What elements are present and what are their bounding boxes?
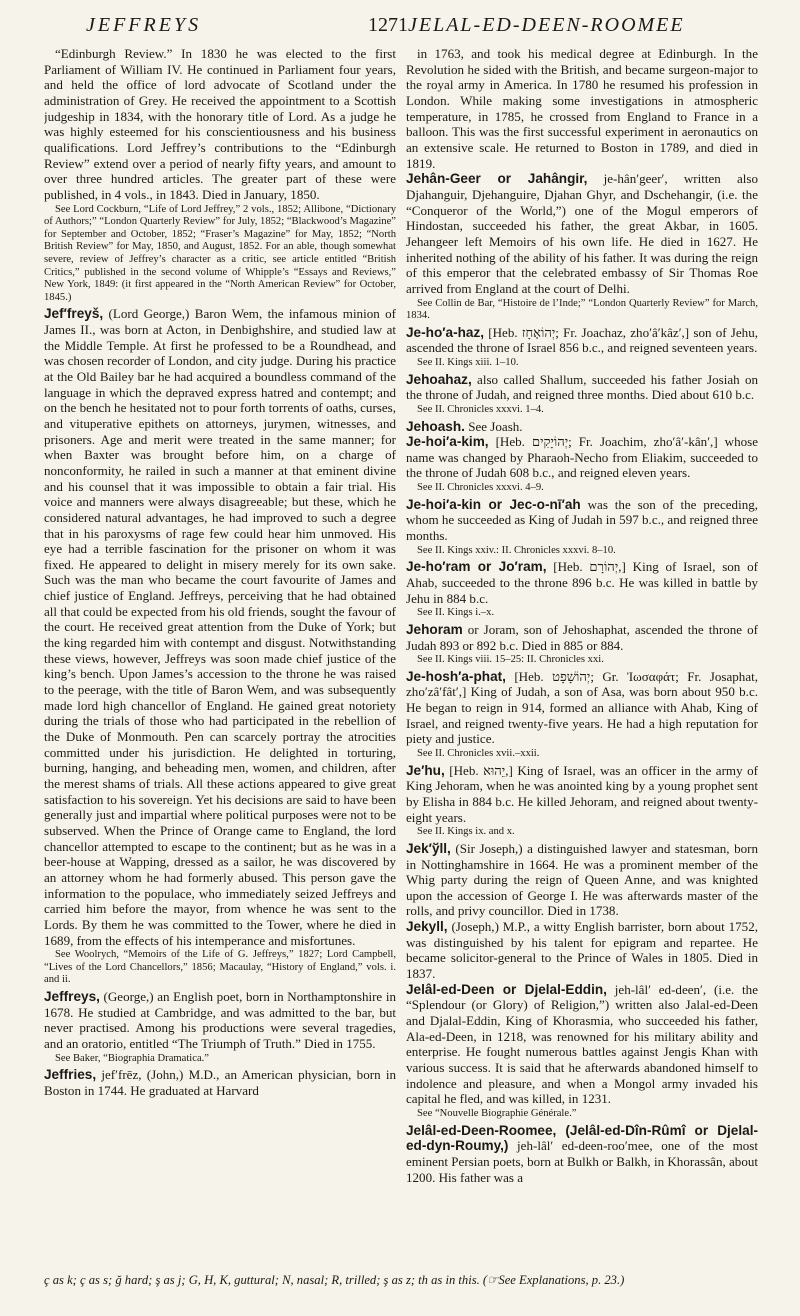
dictionary-entry [406, 497, 758, 544]
reference-note: See Woolrych, “Memoirs of the Life of G. Jeffreys,” 1827; Lord Campbell, “Lives of the Lord Chancellors,” 1856; Macaulay, “History of England,” vols. i. and ii. [44, 949, 396, 986]
running-head-left: JEFFREYS [86, 14, 202, 36]
running-header [38, 10, 770, 38]
entry-headword: Je-hosh′a-phat, [406, 668, 506, 684]
entry-text: jef′frēz, (John,) M.D., an American physician, born in Boston in 1744. He graduated at Harvard [44, 1067, 396, 1098]
dictionary-entry [406, 622, 758, 653]
entry-headword: Je-hoi′a-kim, [406, 434, 489, 450]
paragraph: “Edinburgh Review.” In 1830 he was elected to the first Parliament of William IV. He continued in Parliament four years, and held the office of lord advocate of Scotland under the administration of Grey. He received the appointment to a Scottish judgeship in 1834, with the honorary title of Lord. As a judge he was highly esteemed for his conscientiousness and his business qualifications. Lord Jeffrey’s contributions to the “Edinburgh Review” extend over a period of nearly fifty years, and amount to over three hundred articles. The greater part of these were published, in 4 vols., in 1843. Died in January, 1850. [44, 46, 396, 202]
dictionary-entry [406, 841, 758, 919]
entry-text: See Joash. [464, 418, 523, 434]
reference-note: See Baker, “Biographia Dramatica.” [55, 1052, 209, 1064]
entry-text: je-hân′geer′, written also Djahanguir, Djehanguire, Djahan Ghyr, and Dschehangir, (i.e. the “Conqueror of the World,”) one of the Mogul emperors of Hindostan, succeeded his father, the great Akbar, in 1605. Jehangeer left Memoirs of his own life. He died in 1627. He inherited nothing of the ability of his father. It was during the reign of this emperor that the celebrated embassy of Sir Thomas Roe arrived from England at the court of Delhi. [406, 171, 758, 296]
entry-text: [Heb. יְהוֹשָׁפָט; Gr. Ἰωσαφάτ; Fr. Josaphat, zho′zâ′fât′,] King of Judah, a son of Asa, was born about 950 b.c. He began to reign in 914, formed an alliance with Ahab, King of Israel, and reigned twenty-five years. He had a high reputation for piety and justice. [406, 668, 758, 747]
entry-headword: Je-hoi′a-kin or Jec-o-nī′ah [406, 496, 581, 512]
reference-note: See II. Kings xiii. 1–10. [417, 357, 519, 368]
entry-text: [Heb. יְהוֹרָם,] King of Israel, son of Ahab, succeeded to the throne 896 b.c. He was killed in battle by Jehu in 884 b.c. [406, 559, 758, 606]
dictionary-entry [44, 1067, 396, 1098]
entry-text: (Lord George,) Baron Wem, the infamous minion of James II., was born at Acton, in Denbighshire, and studied law at the Middle Temple. At first he professed to be a Roundhead, and was chosen recorder of London, and city judge. During his practice at the Old Bailey bar he had acquired a boundless command of the language in which the depraved express hatred and contempt; and on the bench he hesitated not to pour forth torrents of oaths, curses, and vituperative epithets on attorneys, jurymen, witnesses, and prisoners. Age and merit were treated in the same manner; for when Baxter was brought before him, on a charge of nonconformity, he railed in such a manner at that eminent divine and his counsel that it was impossible to obtain a fair trial. His voice and manners were always disagreeable; but these, which he considered natural advantages, he had improved to such a degree that in his paroxysms of rage few could hear him unmoved. His eye had a terrible fascination for the prisoner on whom it was fixed. He appeared to delight in misery merely for its own sake. Such was the man who became the court favourite of James and chief justice of England. Jeffreys, perceiving that he had obtained all that could be expected from his old friends, sought the favour of the court. He received great attention from the Duke of York; but the king regarded him with contempt and disgust. Notwithstanding these views, however, Jeffreys was soon made chief justice of the king’s bench. Upon James’s accession to the throne he was raised to the peerage, with the title of Baron Wem, and was subsequently made lord high chancellor of England. He gained great notoriety during the trials of those who had participated in the rebellion of the Duke of Monmouth. Pen can scarcely portray the atrocities committed under his jurisdiction. He delighted in torturing, burning, hanging, and beheading men, women, and children, after the merest shams of trials. All these actions appeared to give great satisfaction to his sovereign. Yet his decisions are said to have been generally just and impartial where political purposes were not to be subserved. When the Prince of Orange came to England, the lord chancellor attempted to escape to the continent; but as he was in a beer-house at Wapping, dressed as a sailor, he was discovered by an attorney whom he had formerly abused. This person gave the information to the populace, who immediately seized Jeffreys and carried him before the mayor, from whence he was sent to the Lords. By them he was committed to the Tower, where he died in 1689, from the effects of his intemperance and misfortunes. [44, 306, 396, 948]
dictionary-entry [44, 306, 396, 948]
reference-note: See II. Chronicles xxxvi. 4–9. [417, 482, 544, 494]
entry-headword: Jehoash. [406, 418, 465, 434]
entry-headword: Jehoahaz, [406, 371, 472, 387]
entry-text: jeh-lâl′ ed-deen′, (i.e. the “Splendour (or Glory) of Religion,”) written also Jalal-ed-Deen and Djalal-Eddin, King of Khorasmia, who succeeded his father, Ala-ed-Deen, in 1218, was renowned for his military ability and enterprise. He fought numerous battles against Jengis Khan with various success. It is said that he afterwards abandoned himself to indolence and pleasure, and when a Mongol army invaded his capital he fled, and was killed, in 1231. [406, 981, 758, 1107]
entry-headword: Jeffreys, [44, 989, 100, 1004]
dictionary-entry [406, 1123, 758, 1186]
dictionary-entry [406, 982, 758, 1107]
entry-text: also called Shallum, succeeded his father Josiah on the throne of Judah, and reigned three months. Died about 610 b.c. [406, 371, 758, 403]
entry-headword: Je′hu, [406, 762, 445, 778]
page-number: 1271 [368, 14, 408, 36]
entry-text: jeh-lâl′ ed-deen-roo′mee, one of the most eminent Persian poets, born at Bulkh or Balkh, in Khorassân, about 1200. His father was a [406, 1138, 758, 1185]
reference-note: See Lord Cockburn, “Life of Lord Jeffrey,” 2 vols., 1852; Allibone, “Dictionary of Authors;” “London Quarterly Review” for July, 1852; “Blackwood’s Magazine” for September and October, 1852; “Fraser’s Magazine” for May, 1852; “North British Review” for May, 1850, and August, 1852. For an able, though somewhat severe, review of Jeffrey’s character as a critic, see article entitled “British Critics,” published in the second volume of Whipple’s “Essays and Reviews,” New York, 1849: (it first appeared in the “North American Review” for October, 1845.) [44, 203, 396, 303]
dictionary-entry [406, 763, 758, 826]
reference-note: See II. Chronicles xvii.–xxii. [417, 748, 540, 760]
entry-text: (George,) an English poet, born in Northamptonshire in 1678. He studied at Cambridge, and was admitted to the bar, but never practised. Among his productions were several tragedies, and an oratorio, entitled “The Triumph of Truth.” Died in 1755. [44, 989, 396, 1051]
reference-note: See II. Kings viii. 15–25: II. Chronicles xxi. [417, 654, 604, 666]
entry-text: [Heb. יֵהוּא,] King of Israel, was an officer in the army of King Jehoram, when he was anointed king by a young prophet sent by Elisha in 884 b.c. He killed Jehoram, and reigned about twenty-eight years. [406, 762, 758, 825]
dictionary-entry [406, 171, 758, 296]
entry-headword: Je-ho′a-haz, [406, 324, 485, 340]
dictionary-entry [44, 989, 396, 1052]
entry-headword: Je-ho′ram or Jo′ram, [406, 559, 547, 575]
entry-headword: Jekyll, [406, 919, 448, 935]
reference-note: See II. Kings ix. and x. [417, 826, 515, 838]
entry-headword: Jehoram [406, 621, 463, 637]
left-column [44, 46, 396, 1264]
entry-headword: Jef′freyš, [44, 306, 104, 322]
paragraph: in 1763, and took his medical degree at Edinburgh. In the Revolution he sided with the British, and became surgeon-major to the royal army in America. In 1780 he resumed his profession in London. While making some investigations in atmospheric temperature, in 1785, he crossed from England to France in a balloon. This was the first successful experiment in aeronautics on an extensive scale. He returned to Boston in 1789, and died in 1819. [406, 46, 758, 171]
entry-headword: Jelâl-ed-Deen or Djelal-Eddin, [406, 981, 607, 997]
dictionary-entry [406, 669, 758, 747]
reference-note: See Collin de Bar, “Histoire de l’Inde;” “London Quarterly Review” for March, 1834. [406, 297, 758, 322]
dictionary-entry [406, 434, 758, 481]
dictionary-entry [406, 325, 758, 356]
reference-note: See II. Kings xxiv.: II. Chronicles xxxvi. 8–10. [417, 544, 616, 556]
dictionary-entry [406, 919, 758, 982]
pronunciation-key-footer: ç as k; ç as s; ğ hard; ş as j; G, H, K, guttural; N, nasal; R, trilled; ş as z; th as in this. (☞See Explanations, p. 23.) [44, 1273, 625, 1287]
entry-headword: Jek′ўll, [406, 840, 451, 856]
dictionary-entry [406, 559, 758, 606]
running-head-right: JELAL-ED-DEEN-ROOMEE [408, 14, 685, 36]
reference-note: See II. Kings i.–x. [417, 607, 495, 619]
reference-note: See “Nouvelle Biographie Générale.” [417, 1108, 577, 1119]
entry-headword: Jeffries, [44, 1067, 97, 1083]
entry-headword: Jelâl-ed-Deen-Roomee, (Jelâl-ed-Dîn-Rûmî or Djelal-ed-dyn-Roumy,) [406, 1122, 758, 1154]
entry-text: (Joseph,) M.P., a witty English barrister, born about 1752, was distinguished by his talent for epigram and repartee. He became solicitor-general to the Prince of Wales in 1805. Died in 1837. [406, 919, 758, 982]
entry-headword: Jehân-Geer or Jahângir, [406, 171, 588, 187]
dictionary-entry [406, 419, 758, 435]
reference-note: See II. Chronicles xxxvi. 1–4. [417, 403, 544, 415]
entry-text: was the son of the preceding, whom he succeeded as King of Judah in 597 b.c., and reigned three months. [406, 496, 758, 544]
entry-text: [Heb. יְהוֹיָקִים; Fr. Joachim, zho′â′-kân′,] whose name was changed by Pharaoh-Necho from Eliakim, succeeded to the throne of Judah 608 b.c., and reigned eleven years. [406, 434, 758, 481]
dictionary-entry [406, 372, 758, 403]
entry-text: [Heb. יְהוֹאָחָז; Fr. Joachaz, zho′â′kâz′,] son of Jehu, ascended the throne of Israel 856 b.c., and reigned seventeen years. [406, 324, 758, 356]
right-column [406, 46, 758, 1264]
entry-text: (Sir Joseph,) a distinguished lawyer and statesman, born in Nottinghamshire in 1664. He was a prominent member of the Whig party during the reign of Queen Anne, and was knighted upon the accession of George I. He was afterwards master of the rolls, and privy councillor. Died in 1738. [406, 840, 758, 919]
entry-text: or Joram, son of Jehoshaphat, ascended the throne of Judah 893 or 892 b.c. Died in 885 or 884. [406, 621, 758, 653]
